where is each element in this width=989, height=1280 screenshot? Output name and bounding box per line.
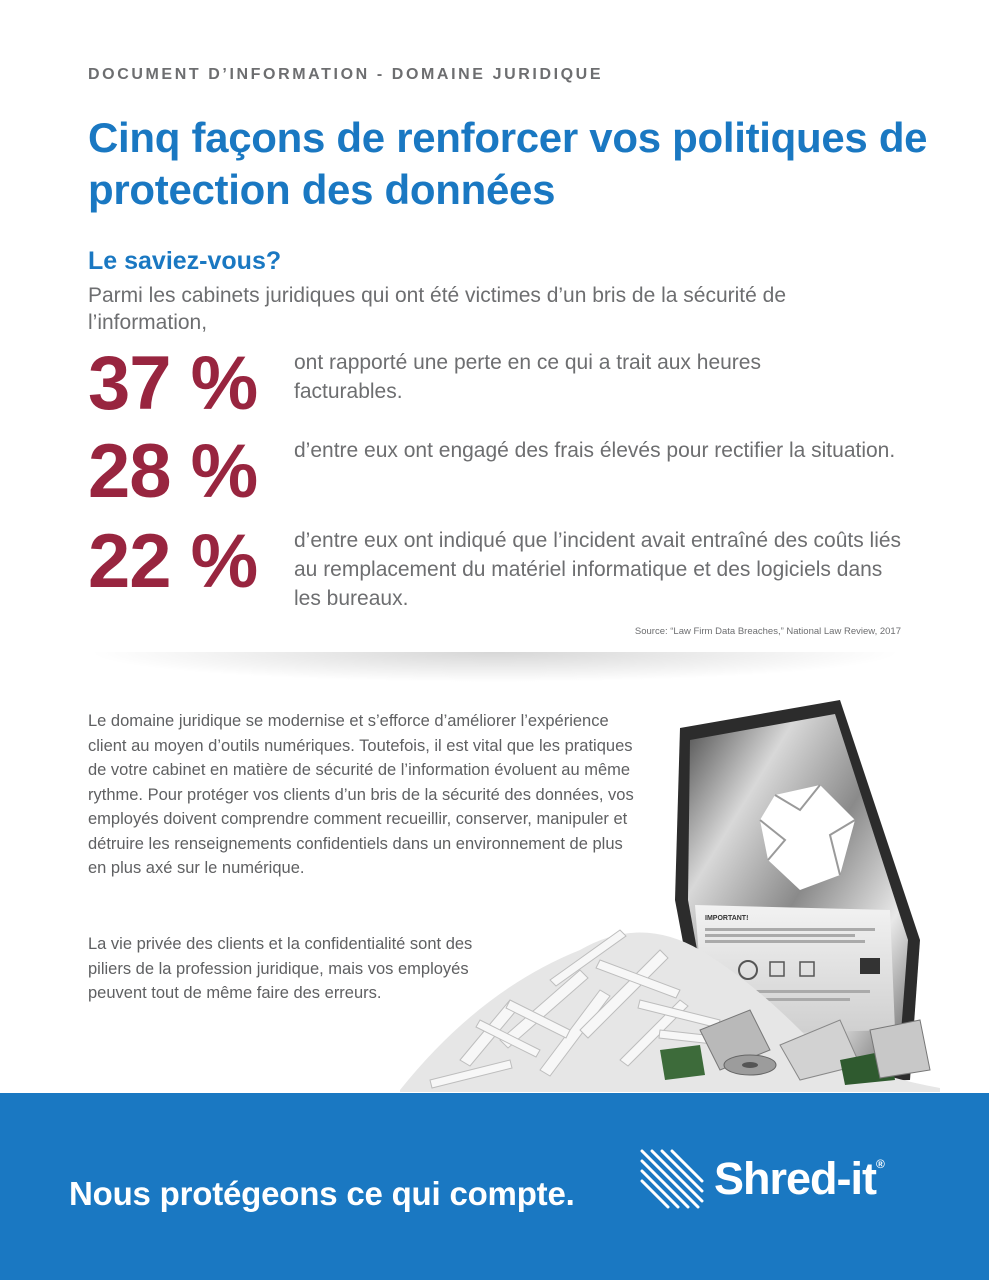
- eyebrow-label: DOCUMENT D’INFORMATION - DOMAINE JURIDIQUE: [88, 66, 604, 83]
- registered-mark: ®: [876, 1157, 884, 1171]
- brand-name: [714, 1153, 884, 1205]
- stat-22: [88, 519, 928, 613]
- section-divider-shadow: [90, 652, 900, 682]
- footer-tagline: Nous protégeons ce qui compte.: [69, 1175, 575, 1212]
- body-paragraph-2: La vie privée des clients et la confidentialité sont des piliers de la profession juridique, mais vos employés peuvent tout de même faire des erreurs.: [88, 935, 473, 1002]
- page-title: Cinq façons de renforcer vos politiques de protection des données: [88, 114, 928, 213]
- stat-value: 37 %: [88, 341, 258, 426]
- stat-37: [88, 341, 928, 426]
- source-citation: Source: “Law Firm Data Breaches,” National Law Review, 2017: [634, 626, 901, 637]
- brand-name-text: Shred-it: [714, 1153, 877, 1204]
- footer-banner: [0, 1093, 989, 1280]
- stat-text: ont rapporté une perte en ce qui a trait aux heures facturables.: [294, 351, 761, 403]
- illustration-label-text: IMPORTANT!: [705, 915, 749, 922]
- stats-intro: Parmi les cabinets juridiques qui ont été victimes d’un bris de la sécurité de l’information,: [88, 284, 787, 334]
- hard-drive-illustration-icon: [280, 700, 960, 1100]
- body-paragraph-1: Le domaine juridique se modernise et s’efforce d’améliorer l’expérience client au moyen d’outils numériques. Toutefois, il est vital que les pratiques de votre cabinet en matière de sécurité de l’information évoluent au même rythme. Pour protéger vos clients d’un bris de la sécurité des données, vos employés doivent comprendre comment recueillir, conserver, manipuler et détruire les renseignements confidentiels dans un environnement de plus en plus axé sur le numérique.: [88, 712, 634, 877]
- shredded-hard-drive-image: [280, 700, 960, 1100]
- did-you-know-heading: Le saviez-vous?: [88, 247, 282, 275]
- shred-lines-logo-icon: [640, 1145, 704, 1209]
- stat-value: 22 %: [88, 519, 258, 604]
- stat-28: [88, 429, 928, 514]
- stat-text: d’entre eux ont indiqué que l’incident avait entraîné des coûts liés au remplacement du matériel informatique et des logiciels dans les bureaux.: [294, 529, 902, 610]
- stat-text: d’entre eux ont engagé des frais élevés pour rectifier la situation.: [294, 439, 896, 462]
- stat-value: 28 %: [88, 429, 258, 514]
- shred-it-logo: [640, 1145, 940, 1215]
